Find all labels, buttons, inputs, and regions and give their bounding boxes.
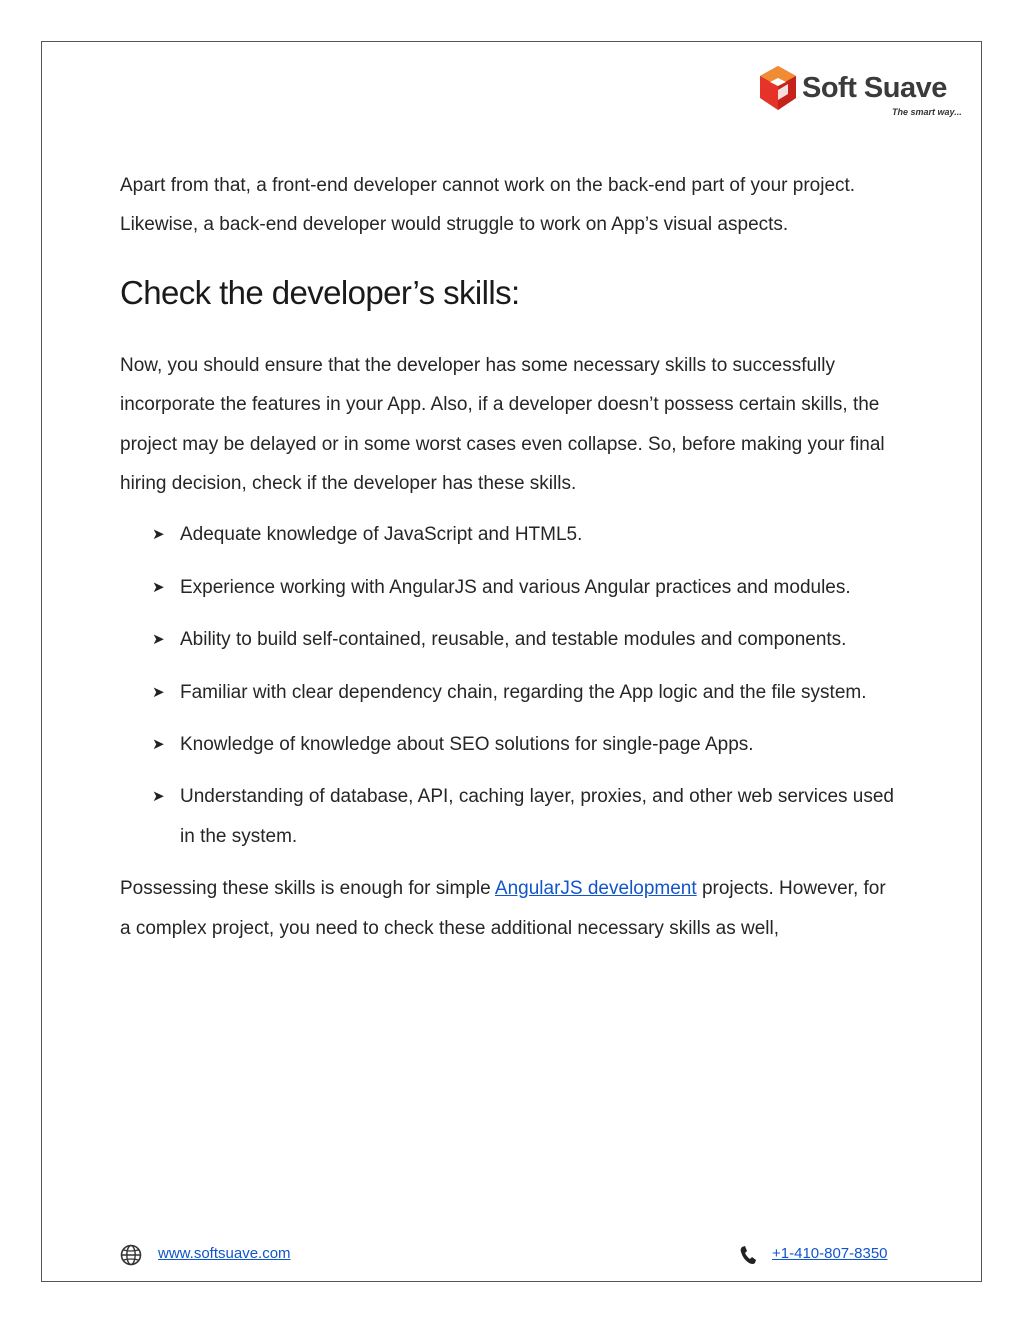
phone-icon <box>738 1244 758 1266</box>
closing-paragraph <box>120 869 900 948</box>
list-item <box>120 568 900 607</box>
angularjs-development-link[interactable]: AngularJS development <box>494 878 697 900</box>
closing-text-before: Possessing these skills is enough for simple <box>120 878 495 900</box>
list-item-text: Adequate knowledge of JavaScript and HTML5. <box>180 524 583 546</box>
list-item-text: Knowledge of knowledge about SEO solutions for single-page Apps. <box>180 734 754 756</box>
body-paragraph: Now, you should ensure that the developer has some necessary skills to successfully incorporate the features in your App. Also, if a developer doesn’t possess certain skills, the project may be delayed or in some worst cases even collapse. So, before making your final hiring decision, check if the developer has these skills. <box>120 354 885 495</box>
section-heading: Check the developer’s skills: <box>120 273 520 311</box>
logo-tagline: The smart way... <box>892 107 962 117</box>
list-item-text: Ability to build self-contained, reusable, and testable modules and components. <box>180 629 847 651</box>
arrow-bullet-icon: ➤ <box>152 683 165 701</box>
list-item-text: Experience working with AngularJS and various Angular practices and modules. <box>180 576 851 598</box>
list-item-text: Understanding of database, API, caching layer, proxies, and other web services used in the system. <box>180 786 894 847</box>
arrow-bullet-icon: ➤ <box>152 578 165 596</box>
intro-paragraph: Apart from that, a front-end developer cannot work on the back-end part of your project. Likewise, a back-end developer would struggle to work on App’s visual aspects. <box>120 175 856 236</box>
arrow-bullet-icon: ➤ <box>152 631 165 649</box>
list-item-text: Familiar with clear dependency chain, regarding the App logic and the file system. <box>180 681 867 703</box>
logo-wordmark: Soft Suave <box>802 72 947 104</box>
arrow-bullet-icon: ➤ <box>152 736 165 754</box>
globe-icon <box>120 1244 142 1266</box>
list-item <box>120 515 900 554</box>
list-item <box>120 620 900 659</box>
company-logo <box>758 62 962 122</box>
document-body <box>120 166 900 948</box>
arrow-bullet-icon: ➤ <box>152 788 165 806</box>
logo-cube-icon <box>758 64 798 112</box>
phone-link[interactable]: +1-410-807-8350 <box>772 1245 888 1262</box>
skills-list <box>120 515 900 856</box>
arrow-bullet-icon: ➤ <box>152 526 165 544</box>
list-item <box>120 777 900 856</box>
website-link[interactable]: www.softsuave.com <box>158 1245 291 1262</box>
list-item <box>120 673 900 712</box>
list-item <box>120 725 900 764</box>
closing-text-after: projects. However, for a complex project, you need to check these additional necessary skills as well, <box>120 878 886 939</box>
